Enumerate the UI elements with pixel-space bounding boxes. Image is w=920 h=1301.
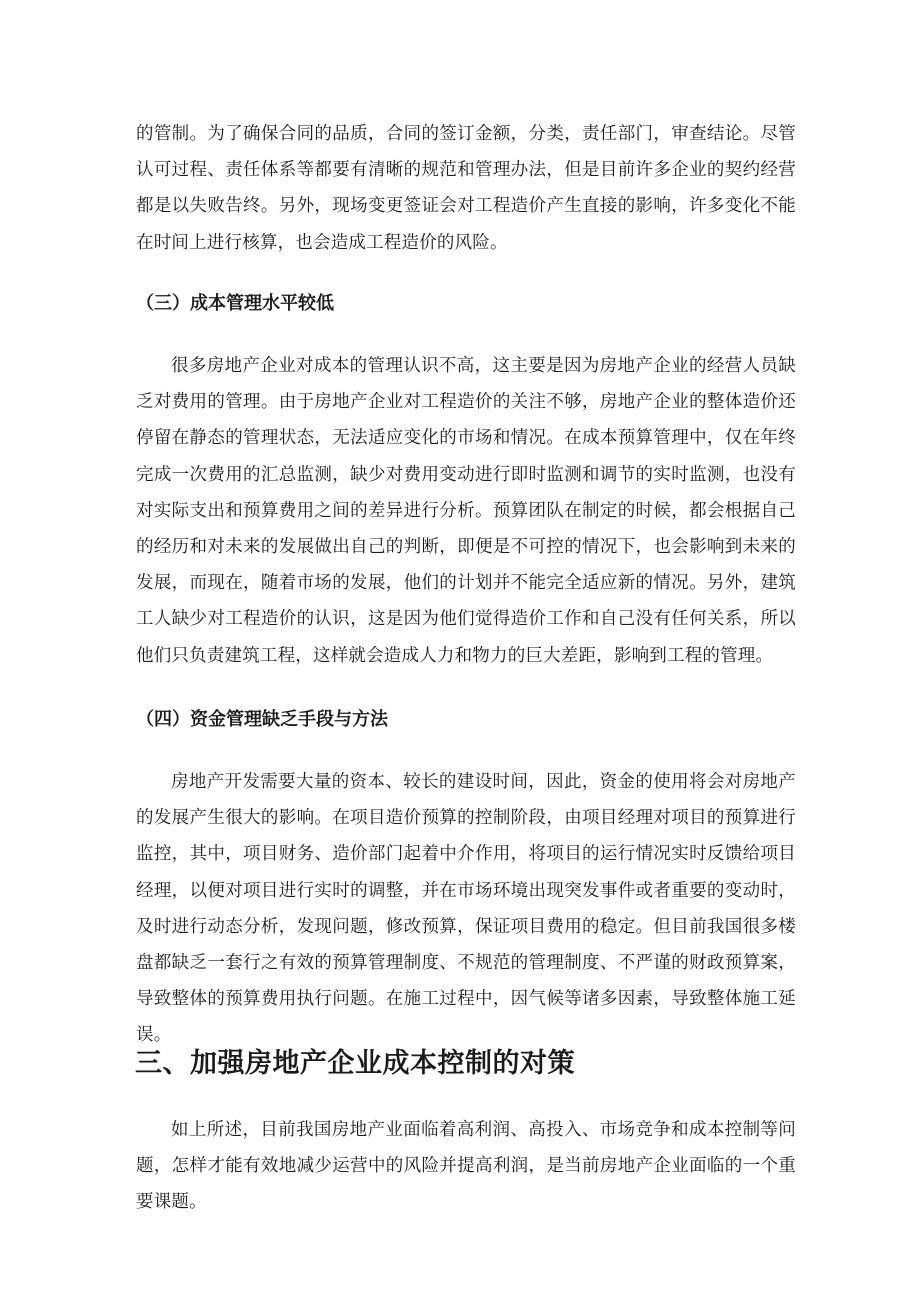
- paragraph-countermeasures-intro: 如上所述，目前我国房地产业面临着高利润、高投入、市场竞争和成本控制等问题，怎样才能有效地减少运营中的风险并提高利润，是当前房地产企业面临的一个重要课题。: [136, 1120, 796, 1213]
- section-title-countermeasures: 三、加强房地产企业成本控制的对策: [135, 1048, 575, 1079]
- paragraph-cost-management: 很多房地产企业对成本的管理认识不高，这主要是因为房地产企业的经营人员缺乏对费用的管理。由于房地产企业对工程造价的关注不够，房地产企业的整体造价还停留在静态的管理状态，无法适应变化的市场和情况。在成本预算管理中，仅在年终完成一次费用的汇总监测，缺少对费用变动进行即时监测和调节的实时监测，也没有对实际支出和预算费用之间的差异进行分析。预算团队在制定的时候，都会根据自己的经历和对未来的发展做出自己的判断，即便是不可控的情况下，也会影响到未来的发展，而现在，随着市场的发展，他们的计划并不能完全适应新的情况。另外，建筑工人缺少对工程造价的认识，这是因为他们觉得造价工作和自己没有任何关系，所以他们只负责建筑工程，这样就会造成人力和物力的巨大差距，影响到工程的管理。: [136, 356, 796, 666]
- paragraph-contract-management: 的管制。为了确保合同的品质，合同的签订金额，分类，责任部门，审查结论。尽管认可过程、责任体系等都要有清晰的规范和管理办法，但是目前许多企业的契约经营都是以失败告终。另外，现场变更签证会对工程造价产生直接的影响，许多变化不能在时间上进行核算，也会造成工程造价的风险。: [136, 124, 796, 253]
- subheading-cost-management: （三）成本管理水平较低: [136, 293, 334, 314]
- paragraph-capital-management: 房地产开发需要大量的资本、较长的建设时间，因此，资金的使用将会对房地产的发展产生很大的影响。在项目造价预算的控制阶段，由项目经理对项目的预算进行监控，其中，项目财务、造价部门起着中介作用，将项目的运行情况实时反馈给项目经理，以便对项目进行实时的调整，并在市场环境出现突发事件或者重要的变动时，及时进行动态分析，发现问题，修改预算，保证项目费用的稳定。但目前我国很多楼盘都缺乏一套行之有效的预算管理制度、不规范的管理制度、不严谨的财政预算案，导致整体的预算费用执行问题。在施工过程中，因气候等诸多因素，导致整体施工延误。: [136, 772, 796, 1046]
- subheading-capital-management: （四）资金管理缺乏手段与方法: [136, 709, 388, 730]
